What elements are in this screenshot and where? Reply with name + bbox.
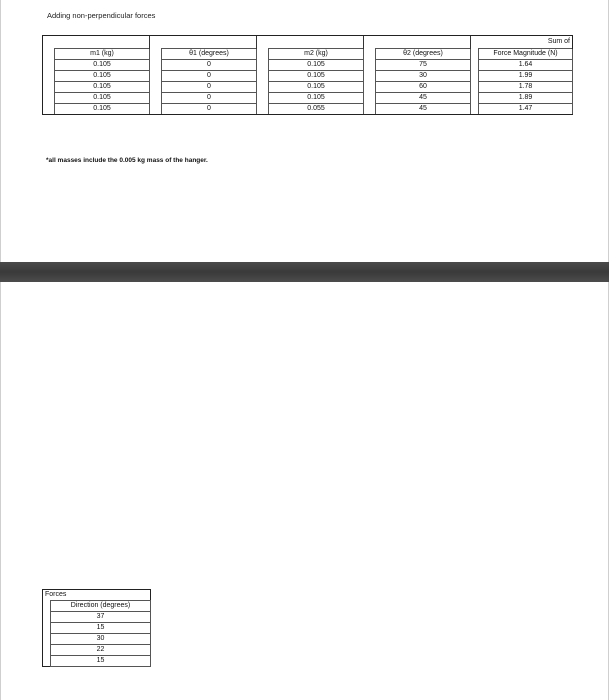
header-force-magnitude: Force Magnitude (N) xyxy=(479,49,573,60)
cell-force: 1.89 xyxy=(479,93,573,104)
cell-theta2: 45 xyxy=(376,104,471,115)
direction-value: 30 xyxy=(51,634,151,645)
document-title: Adding non-perpendicular forces xyxy=(47,11,156,20)
table-row xyxy=(43,82,573,93)
cell-theta2: 75 xyxy=(376,60,471,71)
cell-m2: 0.105 xyxy=(269,93,364,104)
table-row xyxy=(43,645,151,656)
cell-force: 1.64 xyxy=(479,60,573,71)
direction-value: 15 xyxy=(51,623,151,634)
cell-m2: 0.105 xyxy=(269,71,364,82)
cell-force: 1.47 xyxy=(479,104,573,115)
header-row xyxy=(43,49,573,60)
cell-theta1: 0 xyxy=(162,60,257,71)
cell-theta1: 0 xyxy=(162,104,257,115)
forces-table xyxy=(42,589,151,667)
direction-value: 15 xyxy=(51,656,151,667)
cell-m1: 0.105 xyxy=(55,93,150,104)
direction-value: 22 xyxy=(51,645,151,656)
header-row-top xyxy=(43,36,573,49)
cell-m1: 0.105 xyxy=(55,104,150,115)
footnote: *all masses include the 0.005 kg mass of the hanger. xyxy=(46,157,208,164)
cell-m2: 0.105 xyxy=(269,60,364,71)
header-theta1: θ1 (degrees) xyxy=(162,49,257,60)
header-m2: m2 (kg) xyxy=(269,49,364,60)
cell-force: 1.78 xyxy=(479,82,573,93)
table-row xyxy=(43,656,151,667)
forces-header-row xyxy=(43,601,151,612)
cell-theta1: 0 xyxy=(162,93,257,104)
cell-m2: 0.105 xyxy=(269,82,364,93)
table-row xyxy=(43,104,573,115)
header-m1: m1 (kg) xyxy=(55,49,150,60)
table-row xyxy=(43,60,573,71)
results-table xyxy=(42,35,573,115)
header-theta2: θ2 (degrees) xyxy=(376,49,471,60)
cell-theta2: 30 xyxy=(376,71,471,82)
direction-value: 37 xyxy=(51,612,151,623)
table-row xyxy=(43,71,573,82)
cell-theta1: 0 xyxy=(162,82,257,93)
forces-title-row xyxy=(43,590,151,601)
table-row xyxy=(43,612,151,623)
direction-header: Direction (degrees) xyxy=(51,601,151,612)
cell-theta1: 0 xyxy=(162,71,257,82)
table-row xyxy=(43,623,151,634)
table-row xyxy=(43,634,151,645)
cell-theta2: 60 xyxy=(376,82,471,93)
cell-m1: 0.105 xyxy=(55,71,150,82)
forces-title: Forces xyxy=(45,591,67,598)
cell-m1: 0.105 xyxy=(55,82,150,93)
sum-of-header: Sum of xyxy=(479,36,573,49)
page-divider xyxy=(0,262,609,282)
table-row xyxy=(43,93,573,104)
cell-force: 1.99 xyxy=(479,71,573,82)
cell-m2: 0.055 xyxy=(269,104,364,115)
cell-theta2: 45 xyxy=(376,93,471,104)
cell-m1: 0.105 xyxy=(55,60,150,71)
